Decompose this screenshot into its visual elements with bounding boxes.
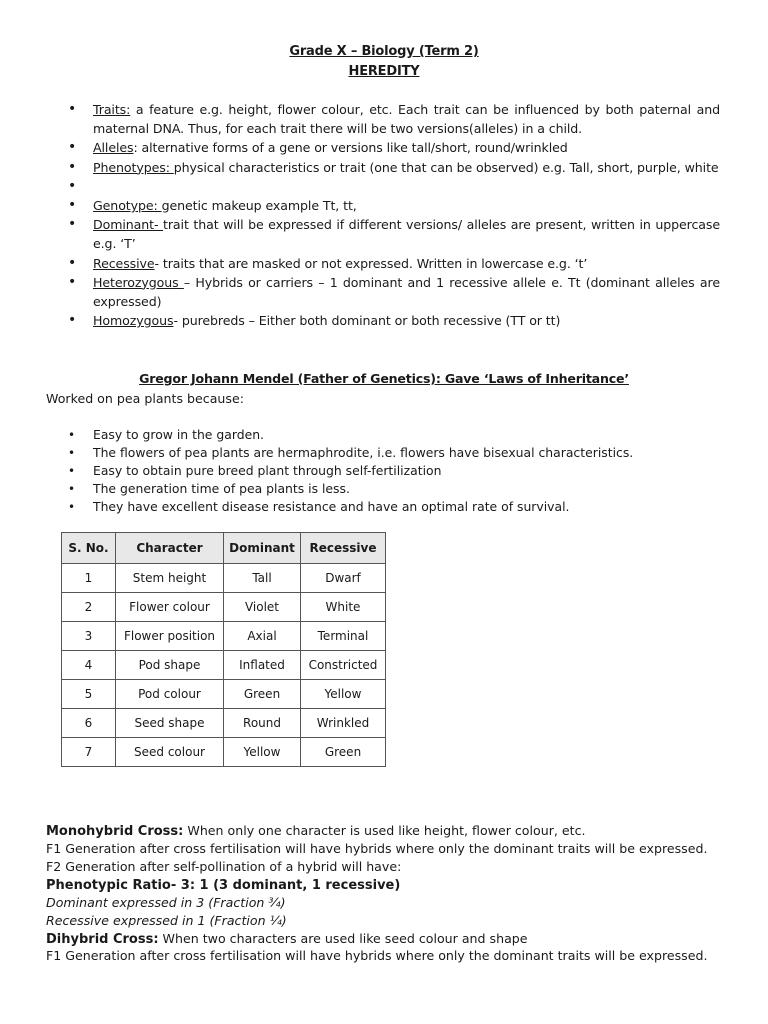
cell-sno: 1	[62, 564, 116, 593]
definition-term: Genotype:	[93, 198, 162, 214]
definition-text: – Hybrids or carriers – 1 dominant and 1 recessive allele e. Tt (dominant alleles are expressed)	[93, 274, 720, 310]
cell-character: Flower colour	[116, 593, 224, 622]
cell-dominant: Violet	[224, 593, 301, 622]
header-character: Character	[116, 533, 224, 564]
definition-text: genetic makeup example Tt, tt,	[161, 198, 357, 214]
cell-sno: 5	[62, 680, 116, 709]
definitions-list	[93, 100, 720, 330]
characters-table	[61, 532, 386, 767]
list-item: • They have excellent disease resistance and have an optimal rate of survival.	[93, 498, 633, 516]
definition-text: - traits that are masked or not expressed. Written in lowercase e.g. ‘t’	[154, 255, 588, 271]
cell-recessive: Wrinkled	[301, 709, 386, 738]
cell-sno: 2	[62, 593, 116, 622]
mendel-intro: Worked on pea plants because:	[46, 391, 244, 406]
definition-text: : alternative forms of a gene or versions like tall/short, round/wrinkled	[133, 140, 568, 156]
f2-line: F2 Generation after self-pollination of a hybrid will have:	[46, 859, 402, 874]
cell-dominant: Tall	[224, 564, 301, 593]
list-item	[93, 138, 720, 157]
list-item: • Easy to grow in the garden.	[93, 426, 633, 444]
dominant-fraction-line: Dominant expressed in 3 (Fraction ¾)	[46, 895, 286, 910]
definition-term: Phenotypes:	[93, 159, 174, 175]
list-item	[93, 196, 720, 215]
table-row	[62, 564, 386, 593]
cell-sno: 3	[62, 622, 116, 651]
cell-character: Pod shape	[116, 651, 224, 680]
header-sno: S. No.	[62, 533, 116, 564]
reasons-list	[93, 426, 633, 516]
cell-recessive: Terminal	[301, 622, 386, 651]
cell-sno: 4	[62, 651, 116, 680]
ratio-line	[46, 876, 400, 895]
list-item	[93, 311, 720, 330]
list-item	[93, 215, 720, 253]
definition-term: Alleles	[93, 140, 134, 156]
table-row	[62, 709, 386, 738]
definition-term: Heterozygous	[93, 274, 184, 290]
topic-title: HEREDITY	[348, 64, 420, 79]
cell-recessive: Constricted	[301, 651, 386, 680]
list-item: • The flowers of pea plants are hermaphrodite, i.e. flowers have bisexual characteristics.	[93, 444, 633, 462]
header-recessive: Recessive	[301, 533, 386, 564]
dihybrid-f1-line: F1 Generation after cross fertilisation will have hybrids where only the dominant traits will be expressed.	[46, 948, 708, 963]
definition-term: Dominant-	[93, 217, 164, 233]
cell-dominant: Axial	[224, 622, 301, 651]
dihybrid-text: When two characters are used like seed colour and shape	[158, 931, 528, 946]
empty-list-item	[93, 177, 720, 196]
definition-term: Traits:	[93, 102, 131, 117]
table-row	[62, 651, 386, 680]
header-dominant: Dominant	[224, 533, 301, 564]
cell-character: Seed colour	[116, 738, 224, 767]
table-header-row	[62, 533, 386, 564]
cell-sno: 6	[62, 709, 116, 738]
cell-dominant: Green	[224, 680, 301, 709]
list-item	[93, 273, 720, 311]
cell-character: Stem height	[116, 564, 224, 593]
cell-dominant: Inflated	[224, 651, 301, 680]
definition-text: trait that will be expressed if different versions/ alleles are present, written in uppercase e.g. ‘T’	[93, 217, 720, 252]
definition-term: Recessive	[93, 255, 155, 271]
list-item: • The generation time of pea plants is less.	[93, 480, 633, 498]
cell-sno: 7	[62, 738, 116, 767]
definition-text: a feature e.g. height, flower colour, etc. Each trait can be influenced by both paternal and maternal DNA. Thus, for each trait there will be two versions(alleles) in a child.	[93, 102, 720, 137]
monohybrid-text: When only one character is used like height, flower colour, etc.	[183, 823, 586, 838]
monohybrid-label: Monohybrid Cross:	[46, 824, 184, 839]
cell-dominant: Yellow	[224, 738, 301, 767]
list-item	[93, 158, 720, 177]
table-row	[62, 738, 386, 767]
cell-character: Flower position	[116, 622, 224, 651]
recessive-fraction-line: Recessive expressed in 1 (Fraction ¼)	[46, 913, 287, 928]
ratio-text: Phenotypic Ratio- 3: 1 (3 dominant, 1 recessive)	[46, 878, 401, 893]
cell-recessive: Dwarf	[301, 564, 386, 593]
definition-text: physical characteristics or trait (one that can be observed) e.g. Tall, short, purple, white	[173, 159, 719, 175]
f1-line: F1 Generation after cross fertilisation will have hybrids where only the dominant traits will be expressed.	[46, 841, 708, 856]
course-title: Grade X – Biology (Term 2)	[289, 44, 479, 59]
list-item	[93, 254, 720, 273]
cell-recessive: Yellow	[301, 680, 386, 709]
table-row	[62, 593, 386, 622]
definition-text: - purebreds – Either both dominant or both recessive (TT or tt)	[173, 313, 561, 329]
cell-recessive: Green	[301, 738, 386, 767]
cell-character: Pod colour	[116, 680, 224, 709]
cell-character: Seed shape	[116, 709, 224, 738]
list-item	[93, 100, 720, 138]
cell-recessive: White	[301, 593, 386, 622]
cell-dominant: Round	[224, 709, 301, 738]
dihybrid-label: Dihybrid Cross:	[46, 932, 159, 947]
definition-term: Homozygous	[93, 313, 174, 329]
table-row	[62, 622, 386, 651]
list-item: • Easy to obtain pure breed plant through self-fertilization	[93, 462, 633, 480]
monohybrid-line	[46, 822, 586, 841]
mendel-heading: Gregor Johann Mendel (Father of Genetics): Gave ‘Laws of Inheritance’	[139, 371, 629, 386]
table-row	[62, 680, 386, 709]
